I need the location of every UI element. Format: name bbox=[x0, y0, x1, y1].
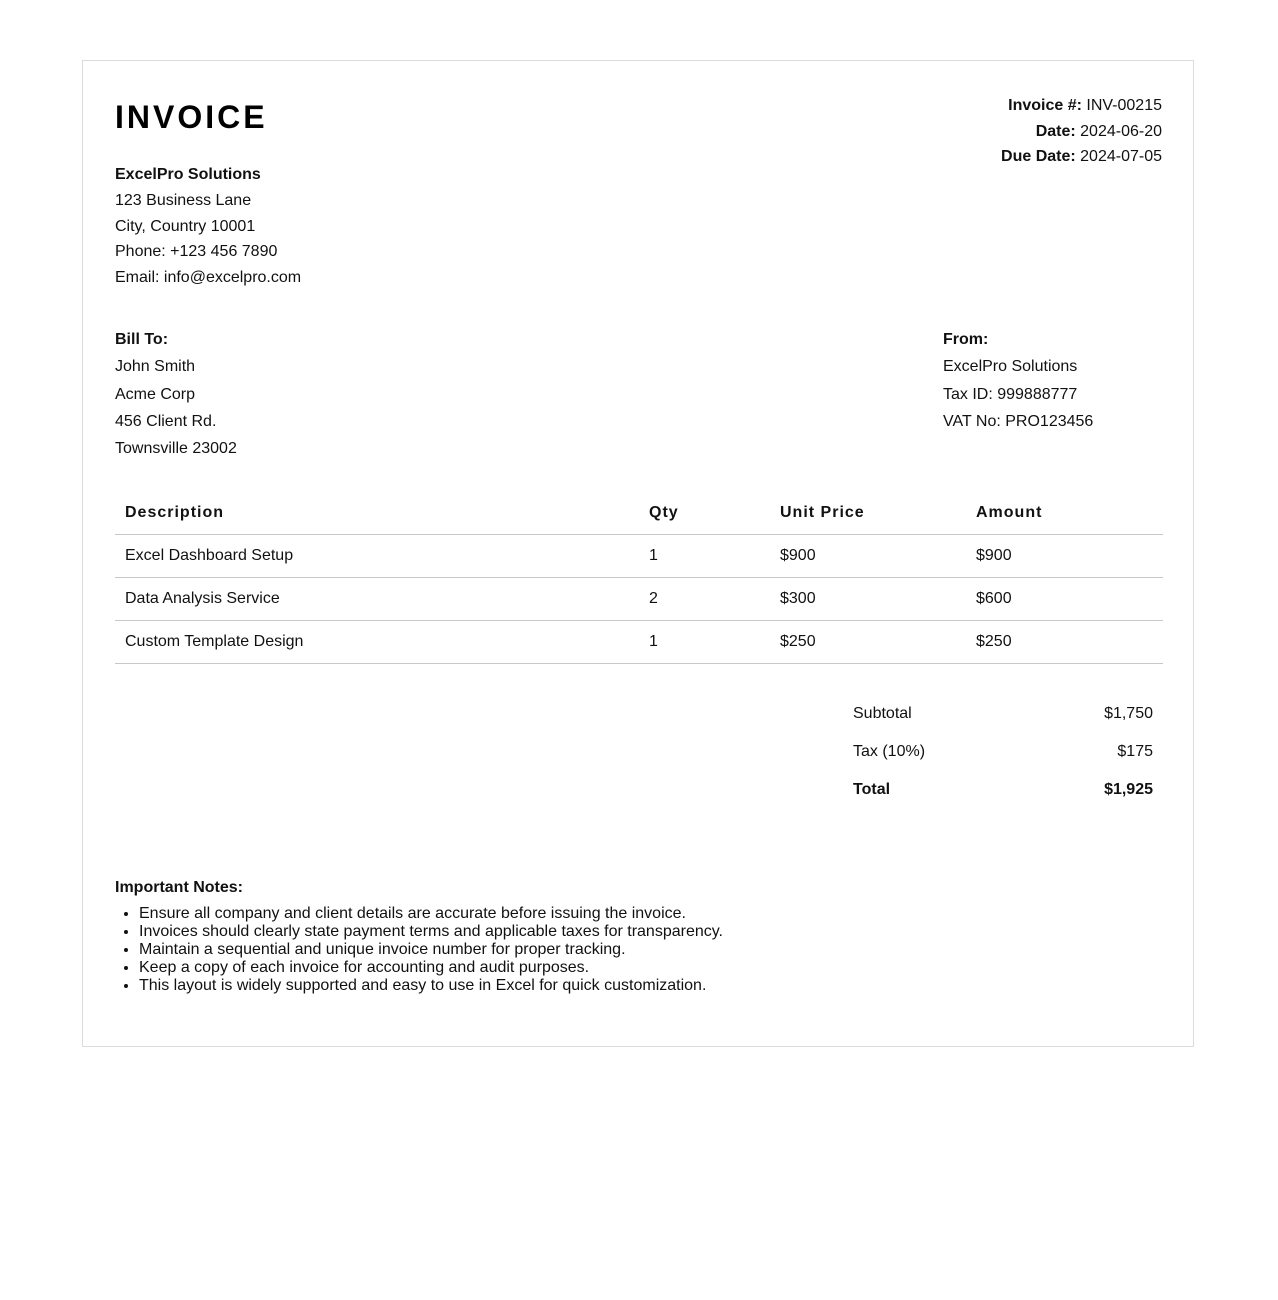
company-address-line1: 123 Business Lane bbox=[115, 191, 252, 209]
tax-row bbox=[843, 733, 1163, 771]
item-description: Excel Dashboard Setup bbox=[115, 535, 639, 578]
invoice-number-row bbox=[1001, 93, 1162, 119]
subtotal-value: $1,750 bbox=[1104, 705, 1153, 722]
item-unit-price: $900 bbox=[770, 535, 966, 578]
invoice-due-row bbox=[1001, 144, 1162, 170]
invoice-due-label: Due Date: bbox=[1001, 148, 1076, 165]
bill-to-company: Acme Corp bbox=[115, 385, 196, 403]
table-row bbox=[115, 578, 1163, 621]
bill-to-heading: Bill To: bbox=[115, 331, 169, 348]
notes-heading: Important Notes: bbox=[115, 879, 243, 896]
bill-to-address: 456 Client Rd. bbox=[115, 412, 217, 430]
item-unit-price: $250 bbox=[770, 621, 966, 664]
item-amount: $600 bbox=[966, 578, 1163, 621]
column-header-qty: Qty bbox=[639, 491, 770, 535]
from-block bbox=[943, 326, 1093, 435]
bill-to-city: Townsville 23002 bbox=[115, 440, 237, 458]
bill-to-name: John Smith bbox=[115, 358, 196, 376]
notes-list bbox=[115, 905, 723, 995]
column-header-description: Description bbox=[115, 491, 639, 535]
company-name: ExcelPro Solutions bbox=[115, 166, 261, 183]
from-name: ExcelPro Solutions bbox=[943, 358, 1078, 376]
table-header-row bbox=[115, 491, 1163, 535]
company-block bbox=[115, 162, 301, 291]
company-email: Email: info@excelpro.com bbox=[115, 269, 302, 287]
list-item: • Invoices should clearly state payment terms and applicable taxes for transparency. bbox=[139, 923, 723, 941]
invoice-date-label: Date: bbox=[1035, 122, 1076, 140]
invoice-number: INV-00215 bbox=[1086, 97, 1162, 114]
invoice-date-row bbox=[1001, 119, 1162, 145]
invoice-title: INVOICE bbox=[115, 99, 268, 135]
company-address-line2: City, Country 10001 bbox=[115, 217, 256, 235]
from-heading: From: bbox=[943, 331, 989, 348]
list-item: • Ensure all company and client details are accurate before issuing the invoice. bbox=[139, 905, 723, 923]
line-items-table bbox=[115, 491, 1163, 664]
from-vat: VAT No: PRO123456 bbox=[943, 412, 1094, 430]
column-header-amount: Amount bbox=[966, 491, 1163, 535]
item-qty: 2 bbox=[639, 578, 770, 621]
totals-table bbox=[843, 695, 1163, 809]
subtotal-row bbox=[843, 695, 1163, 733]
item-unit-price: $300 bbox=[770, 578, 966, 621]
item-qty: 1 bbox=[639, 621, 770, 664]
total-row bbox=[843, 771, 1163, 809]
item-qty: 1 bbox=[639, 535, 770, 578]
company-phone: Phone: +123 456 7890 bbox=[115, 243, 278, 261]
item-description: Custom Template Design bbox=[115, 621, 639, 664]
total-value: $1,925 bbox=[1104, 781, 1153, 798]
item-amount: $900 bbox=[966, 535, 1163, 578]
list-item: • This layout is widely supported and easy to use in Excel for quick customization. bbox=[139, 977, 723, 995]
from-tax-id: Tax ID: 999888777 bbox=[943, 385, 1078, 403]
bill-to-block bbox=[115, 326, 237, 462]
invoice-due-date: 2024-07-05 bbox=[1080, 148, 1162, 165]
tax-value: $175 bbox=[1117, 743, 1153, 760]
item-amount: $250 bbox=[966, 621, 1163, 664]
table-row bbox=[115, 621, 1163, 664]
column-header-unit-price: Unit Price bbox=[770, 491, 966, 535]
invoice-date: 2024-06-20 bbox=[1080, 122, 1162, 140]
list-item: • Maintain a sequential and unique invoice number for proper tracking. bbox=[139, 941, 723, 959]
total-label: Total bbox=[853, 781, 891, 798]
list-item: • Keep a copy of each invoice for accounting and audit purposes. bbox=[139, 959, 723, 977]
invoice-meta bbox=[1001, 93, 1162, 170]
tax-label: Tax (10%) bbox=[853, 743, 926, 760]
table-row bbox=[115, 535, 1163, 578]
subtotal-label: Subtotal bbox=[853, 705, 912, 722]
invoice-number-label: Invoice #: bbox=[1008, 97, 1082, 114]
notes-section bbox=[115, 879, 723, 995]
invoice-sheet bbox=[82, 60, 1194, 1047]
item-description: Data Analysis Service bbox=[115, 578, 639, 621]
